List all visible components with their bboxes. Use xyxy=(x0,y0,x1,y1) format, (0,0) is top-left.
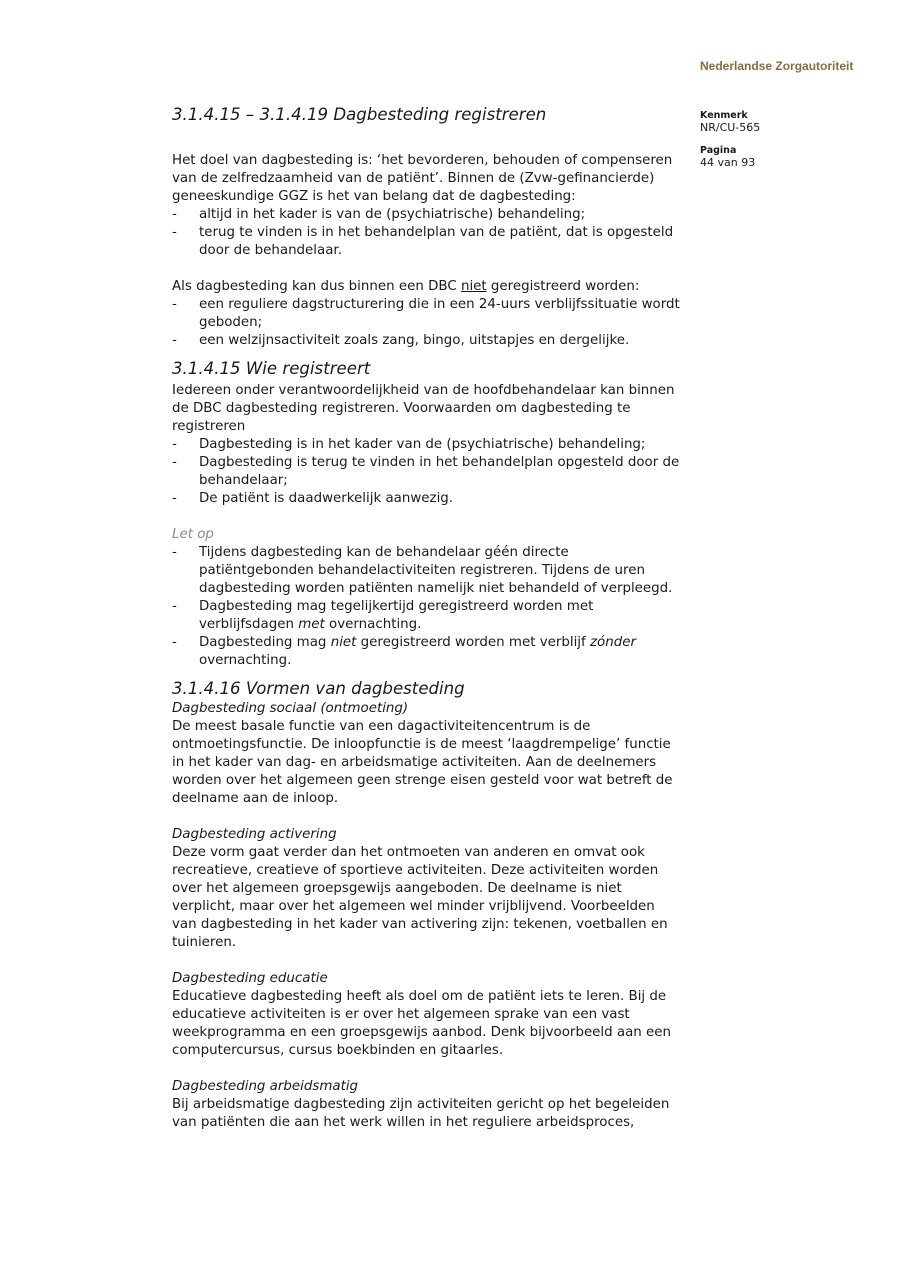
paragraph-wie: Iedereen onder verantwoordelijkheid van de hoofdbehandelaar kan binnen de DBC dagbesteding registreren. Voorwaarden om dagbesteding te registreren xyxy=(172,383,675,434)
paragraph-arbeidsmatig: Bij arbeidsmatige dagbesteding zijn activiteiten gericht op het begeleiden van patiënten die aan het werk willen in het reguliere arbeidsproces, xyxy=(172,1097,670,1130)
list-item: - Tijdens dagbesteding kan de behandelaar géén directe patiëntgebonden behandelactiviteiten registreren. Tijdens de uren dagbesteding worden patiënten namelijk niet behandeld of verpleegd. xyxy=(172,544,682,598)
list-item: - altijd in het kader is van de (psychiatrische) behandeling; xyxy=(172,206,682,224)
kenmerk-block xyxy=(700,110,840,134)
paragraph-niet: Als dagbesteding kan dus binnen een DBC niet geregistreerd worden: xyxy=(172,279,640,294)
list-item: - een reguliere dagstructurering die in een 24-uurs verblijfssituatie wordt geboden; xyxy=(172,296,682,332)
list-item: - De patiënt is daadwerkelijk aanwezig. xyxy=(172,490,682,508)
pagina-label: Pagina xyxy=(700,145,737,156)
subheading-sociaal: Dagbesteding sociaal (ontmoeting) xyxy=(172,701,409,716)
subheading-arbeidsmatig: Dagbesteding arbeidsmatig xyxy=(172,1079,359,1094)
list-item: - Dagbesteding mag niet geregistreerd worden met verblijf zónder overnachting. xyxy=(172,634,682,670)
let-op-label: Let op xyxy=(172,527,214,542)
list-let-op xyxy=(172,544,682,670)
paragraph-educatie: Educatieve dagbesteding heeft als doel om de patiënt iets te leren. Bij de educatieve activiteiten is er over het algemeen sprake van een vast weekprogramma en een groepsgewijs aanbod. Denk bijvoorbeeld aan een computercursus, cursus boekbinden en gitaarles. xyxy=(172,989,672,1058)
section-heading-vormen: 3.1.4.16 Vormen van dagbesteding xyxy=(172,679,465,698)
paragraph-doel: Het doel van dagbesteding is: ‘het bevorderen, behouden of compenseren van de zelfredzaamheid van de patiënt’. Binnen de (Zvw-gefinancierde) geneeskundige GGZ is het van belang dat de dagbesteding: xyxy=(172,153,673,204)
kenmerk-value: NR/CU-565 xyxy=(700,121,761,134)
list-item: - een welzijnsactiviteit zoals zang, bingo, uitstapjes en dergelijke. xyxy=(172,332,682,350)
list-niet-registreren xyxy=(172,296,682,350)
pagina-value: 44 van 93 xyxy=(700,156,756,169)
list-item: - Dagbesteding is in het kader van de (psychiatrische) behandeling; xyxy=(172,436,682,454)
paragraph-activering: Deze vorm gaat verder dan het ontmoeten van anderen en omvat ook recreatieve, creatieve of sportieve activiteiten. Deze activiteiten worden over het algemeen groepsgewijs aangeboden. De deelname is niet verplicht, maar over het algemeen wel minder vrijblijvend. Voorbeelden van dagbesteding in het kader van activering zijn: tekenen, voetballen en tuinieren. xyxy=(172,845,668,950)
section-heading-wie-registreert: 3.1.4.15 Wie registreert xyxy=(172,359,371,378)
document-body xyxy=(172,104,682,1132)
list-item: - Dagbesteding mag tegelijkertijd geregistreerd worden met verblijfsdagen met overnachting. xyxy=(172,598,682,634)
list-dagbesteding-voorwaarden xyxy=(172,206,682,260)
subheading-activering: Dagbesteding activering xyxy=(172,827,337,842)
organization-name: Nederlandse Zorgautoriteit xyxy=(700,59,854,73)
list-item: - terug te vinden is in het behandelplan van de patiënt, dat is opgesteld door de behandelaar. xyxy=(172,224,682,260)
kenmerk-label: Kenmerk xyxy=(700,110,748,121)
paragraph-sociaal: De meest basale functie van een dagactiviteitencentrum is de ontmoetingsfunctie. De inloopfunctie is de meest ‘laagdrempelige’ functie in het kader van dag- en arbeidsmatige activiteiten. Aan de deelnemers worden over het algemeen geen strenge eisen gesteld voor wat betreft de deelname aan de inloop. xyxy=(172,719,673,806)
list-wie-voorwaarden xyxy=(172,436,682,508)
subheading-educatie: Dagbesteding educatie xyxy=(172,971,328,986)
section-heading-registreren: 3.1.4.15 – 3.1.4.19 Dagbesteding registreren xyxy=(172,105,547,124)
list-item: - Dagbesteding is terug te vinden in het behandelplan opgesteld door de behandelaar; xyxy=(172,454,682,490)
pagina-block xyxy=(700,145,840,169)
